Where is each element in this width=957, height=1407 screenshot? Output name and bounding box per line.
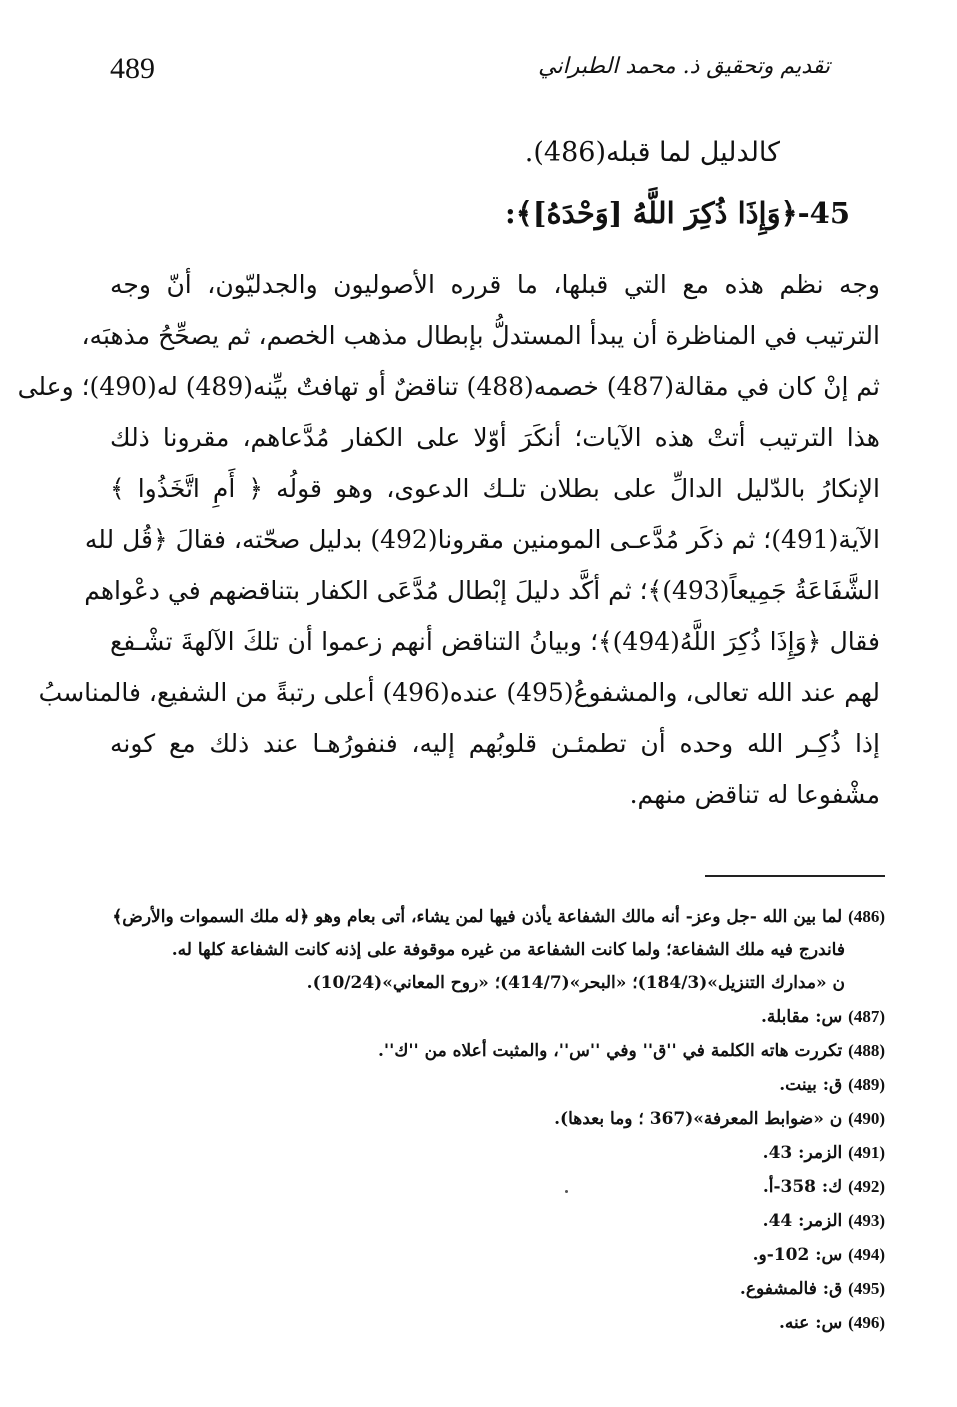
footnote-text: الزمر: 44. [762, 1211, 843, 1231]
paragraph-line: فقال ﴿وَإِذَا ذُكِرَ اللَّهُ(494)﴾؛ وبيانُ التناقض أنهم زعموا أن تلكَ الآلهةَ تشْـفع [110, 627, 880, 656]
footnote-text: الزمر: 43. [762, 1143, 843, 1163]
footnote-number: (496) [848, 1313, 885, 1332]
paragraph-line: لهم عند الله تعالى، والمشفوعُ(495) عنده(496) أعلى رتبةً من الشفيع، فالمناسبُ [38, 678, 880, 707]
body-paragraph [17, 259, 880, 820]
footnote-number: (491) [848, 1143, 885, 1162]
footnote-text: لما بين الله -جل وعز- أنه مالك الشفاعة يأذن فيها لمن يشاء، أتى بعام وهو ﴿له ملك السموات والأرض﴾ [112, 907, 843, 927]
footnote-text: ن «ضوابط المعرفة»(367 ؛ وما بعدها). [554, 1109, 843, 1129]
running-title: تقديم وتحقيق ذ. محمد الطبراني [538, 54, 830, 79]
footnote-486-continuation: فاندرج فيه ملك الشفاعة؛ ولما كانت الشفاعة من غيره موقوفة على إذنه كانت الشفاعة كلها له. [171, 940, 845, 960]
footnote-text: تكررت هاته الكلمة في ''ق'' وفي ''س''، والمثبت أعلاه من ''ك''. [378, 1041, 843, 1061]
carry-over-line: كالدليل لما قبله(486). [524, 137, 780, 168]
footnote-text: س: عنه. [778, 1313, 843, 1333]
paragraph-line: الإنكارُ بالدّليل الدالِّ على بطلان تلـك الدعوى، وهو قولُه ﴿ أَمِ اتَّخَذُوا ﴾ [110, 474, 880, 503]
paragraph-line: وجه نظم هذه مع التي قبلها، ما قرره الأصوليون والجدليّون، أنّ وجه [110, 270, 880, 299]
footnote-496 [110, 1306, 885, 1340]
footnote-text: س: 102-و. [752, 1245, 843, 1265]
footnote-489 [110, 1068, 885, 1102]
footnote-number: (488) [848, 1041, 885, 1060]
footnote-486-reference: ن «مدارك التنزيل»(184/3)؛ «البحر»(414/7)؛ «روح المعاني»(10/24). [306, 973, 845, 993]
footnote-491 [110, 1136, 885, 1170]
scan-speck [565, 1190, 568, 1193]
footnote-number: (489) [848, 1075, 885, 1094]
paragraph-line: الآية(491)؛ ثم ذكَر مُدَّعـى المومنين مقرونا(492) بدليل صحّته، فقالَ ﴿قُل لله [84, 525, 880, 554]
footnote-number: (486) [848, 907, 885, 926]
footnote-number: (487) [848, 1007, 885, 1026]
footnote-number: (492) [848, 1177, 885, 1196]
footnote-separator [705, 875, 885, 877]
footnote-text: ق: بينت. [779, 1075, 843, 1095]
paragraph-line: إذا ذُكِـر الله وحده أن تطمئـن قلوبُهم إليه، فنفورُهـا عند ذلك مع كونه [110, 729, 880, 758]
main-text [17, 125, 880, 820]
footnote-number: (494) [848, 1245, 885, 1264]
paragraph-line: ثم إنْ كان في مقالة(487) خصمه(488) تناقضٌ أو تهافتٌ بيِّنه(489) له(490)؛ وعلى [17, 372, 880, 401]
paragraph-line: الترتيب في المناظرة أن يبدأ المستدلُّ بإبطال مذهب الخصم، ثم يصحِّحُ مذهبَه، [81, 321, 880, 350]
footnote-text: س: مقابلة. [761, 1007, 843, 1027]
footnote-number: (490) [848, 1109, 885, 1128]
page-number: 489 [110, 52, 155, 85]
paragraph-line: الشَّفَاعَةُ جَمِيعاً(493)﴾؛ ثم أكَّد دليلَ إبْطال مُدَّعَى الكفار بتناقضهم في دعْواهم [84, 576, 880, 605]
footnote-488 [110, 1034, 885, 1068]
paragraph-line: هذا الترتيب أتتْ هذه الآيات؛ أنكَرَ أوّلا على الكفار مُدَّعاهم، مقرونا ذلك [110, 423, 880, 452]
footnote-number: (493) [848, 1211, 885, 1230]
paragraph-line: مشْفوعا له تناقض منهم. [629, 780, 880, 809]
footnote-492 [110, 1170, 885, 1204]
footnote-number: (495) [848, 1279, 885, 1298]
footnote-text: ك: 358-أ. [762, 1177, 843, 1197]
section-heading: 45-﴿وَإِذَا ذُكِرَ اللَّهُ [وَحْدَهُ]﴾: [505, 196, 850, 230]
footnote-494 [110, 1238, 885, 1272]
footnote-490 [110, 1102, 885, 1136]
footnote-486 [110, 900, 885, 934]
footnote-493 [110, 1204, 885, 1238]
running-head [110, 48, 830, 88]
footnotes [110, 900, 885, 1340]
footnote-487 [110, 1000, 885, 1034]
footnote-text: ق: فالمشفوع. [739, 1279, 843, 1299]
footnote-495 [110, 1272, 885, 1306]
